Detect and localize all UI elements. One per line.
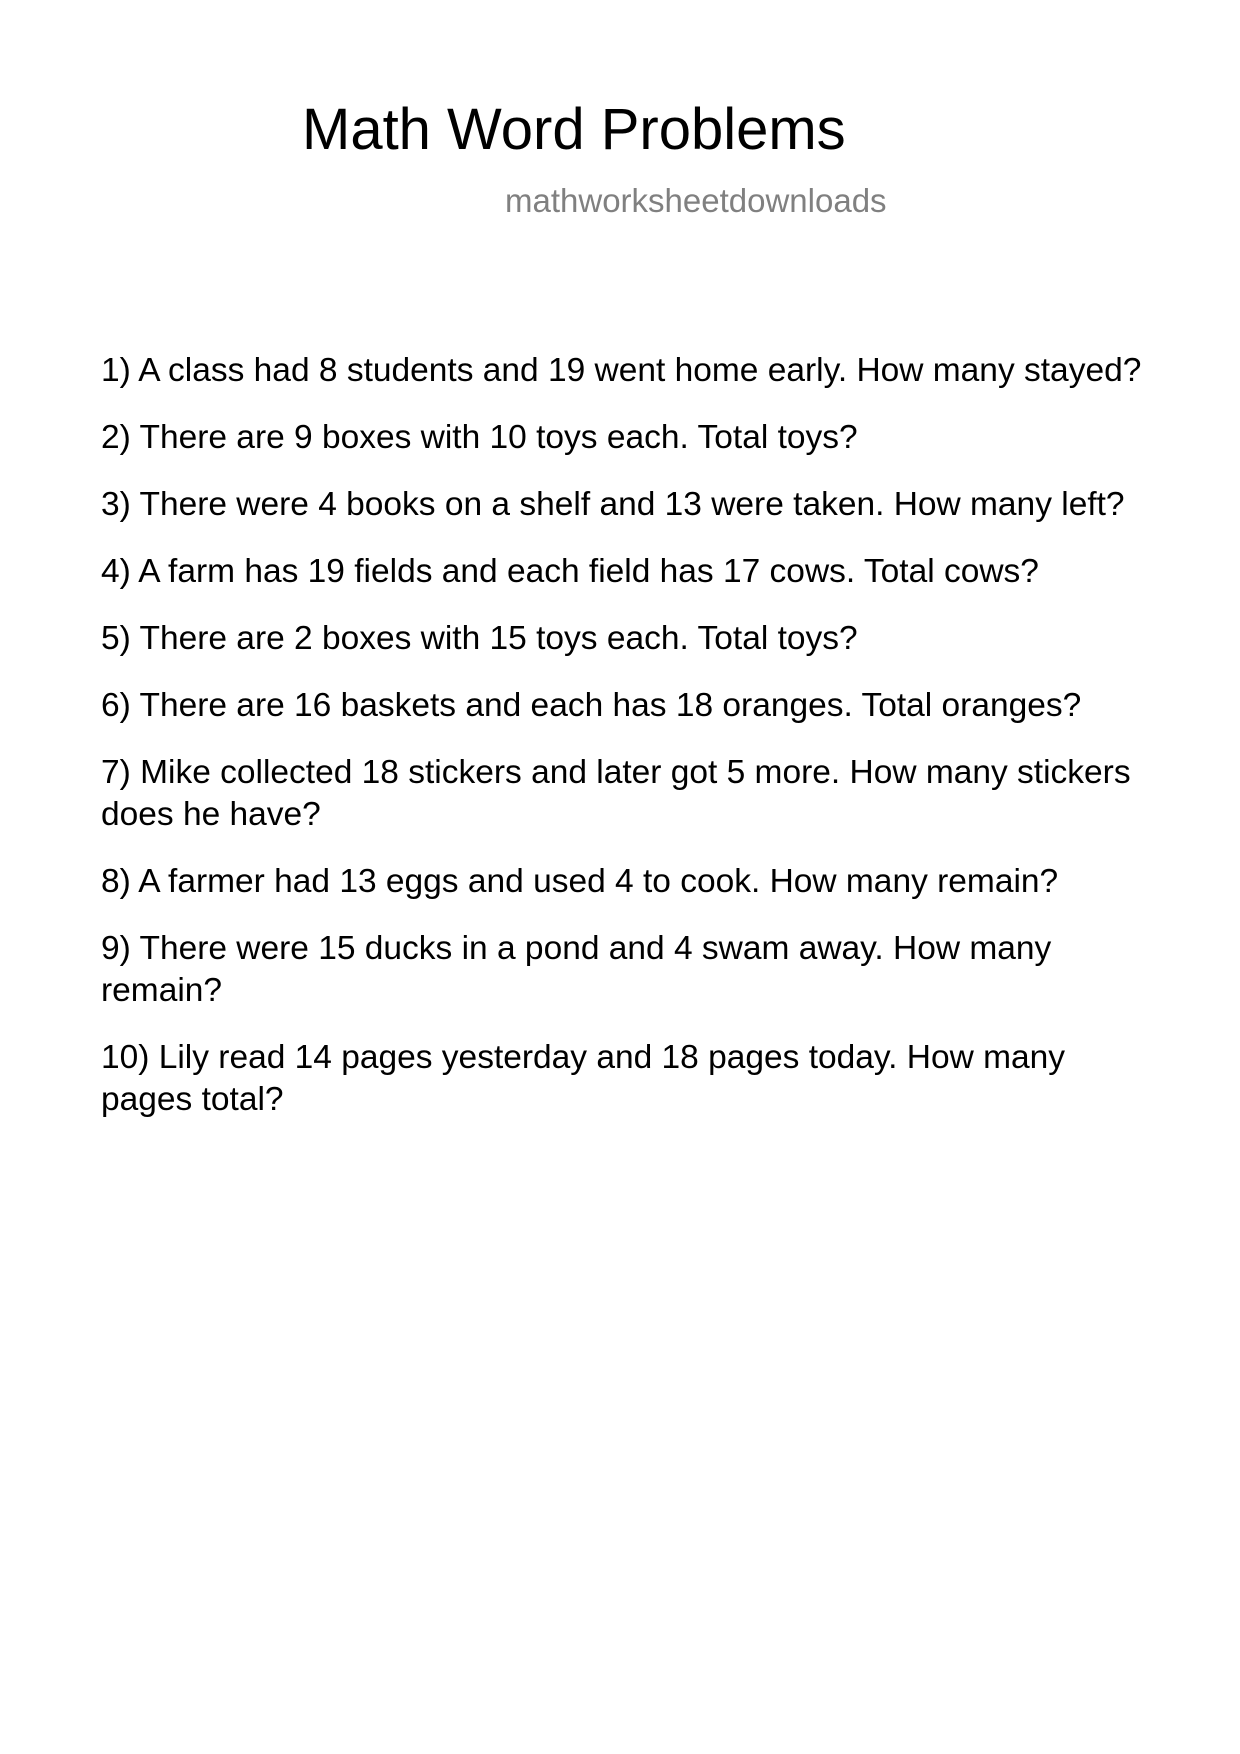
problem-list	[101, 350, 1146, 1146]
problem-item-6: 6) There are 16 baskets and each has 18 oranges. Total oranges?	[101, 687, 1082, 724]
problem-item-8: 8) A farmer had 13 eggs and used 4 to cook. How many remain?	[101, 863, 1059, 900]
problem-item-10: 10) Lily read 14 pages yesterday and 18 pages today. How many pages total?	[101, 1039, 1066, 1118]
source-label: mathworksheetdownloads	[505, 182, 887, 219]
page-title: Math Word Problems	[302, 97, 846, 162]
problem-item-3: 3) There were 4 books on a shelf and 13 were taken. How many left?	[101, 486, 1125, 523]
problem-item-4: 4) A farm has 19 fields and each field has 17 cows. Total cows?	[101, 553, 1039, 590]
problem-item-9: 9) There were 15 ducks in a pond and 4 swam away. How many remain?	[101, 930, 1052, 1009]
problem-item-7: 7) Mike collected 18 stickers and later got 5 more. How many stickers does he have?	[101, 754, 1131, 833]
problem-item-5: 5) There are 2 boxes with 15 toys each. Total toys?	[101, 620, 858, 657]
problem-item-2: 2) There are 9 boxes with 10 toys each. Total toys?	[101, 419, 858, 456]
problem-item-1: 1) A class had 8 students and 19 went home early. How many stayed?	[101, 352, 1142, 389]
